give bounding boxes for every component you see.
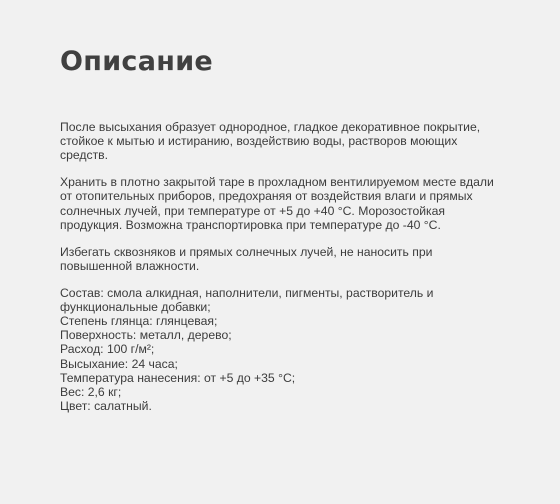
spec-consumption: Расход: 100 г/м²;	[60, 342, 155, 357]
description-body	[60, 120, 508, 413]
spec-surface: Поверхность: металл, дерево;	[60, 328, 232, 343]
spec-application-temperature: Температура нанесения: от +5 до +35 °С;	[60, 370, 296, 385]
spec-gloss: Степень глянца: глянцевая;	[60, 314, 218, 329]
page-title: Описание	[60, 46, 214, 77]
spec-weight: Вес: 2,6 кг;	[60, 385, 122, 400]
paragraph-properties: После высыхания образует однородное, гладкое декоративное покрытие, стойкое к мытью и истиранию, воздействию воды, растворов моющих средств.	[60, 120, 481, 163]
specs-list	[60, 286, 508, 414]
spec-composition: Состав: смола алкидная, наполнители, пигменты, растворитель и функциональные добавки;	[60, 285, 434, 314]
paragraph-application-conditions: Избегать сквозняков и прямых солнечных лучей, не наносить при повышенной влажности.	[60, 244, 433, 273]
spec-color: Цвет: салатный.	[60, 399, 152, 414]
paragraph-storage: Хранить в плотно закрытой таре в прохладном вентилируемом месте вдали от отопительных приборов, предохраняя от воздействия влаги и прямых солнечных лучей, при температуре от +5 до +40 °С. Морозостойкая продукция. Возможна транспортировка при температуре до -40 °С.	[60, 175, 494, 232]
spec-drying: Высыхание: 24 часа;	[60, 356, 178, 371]
